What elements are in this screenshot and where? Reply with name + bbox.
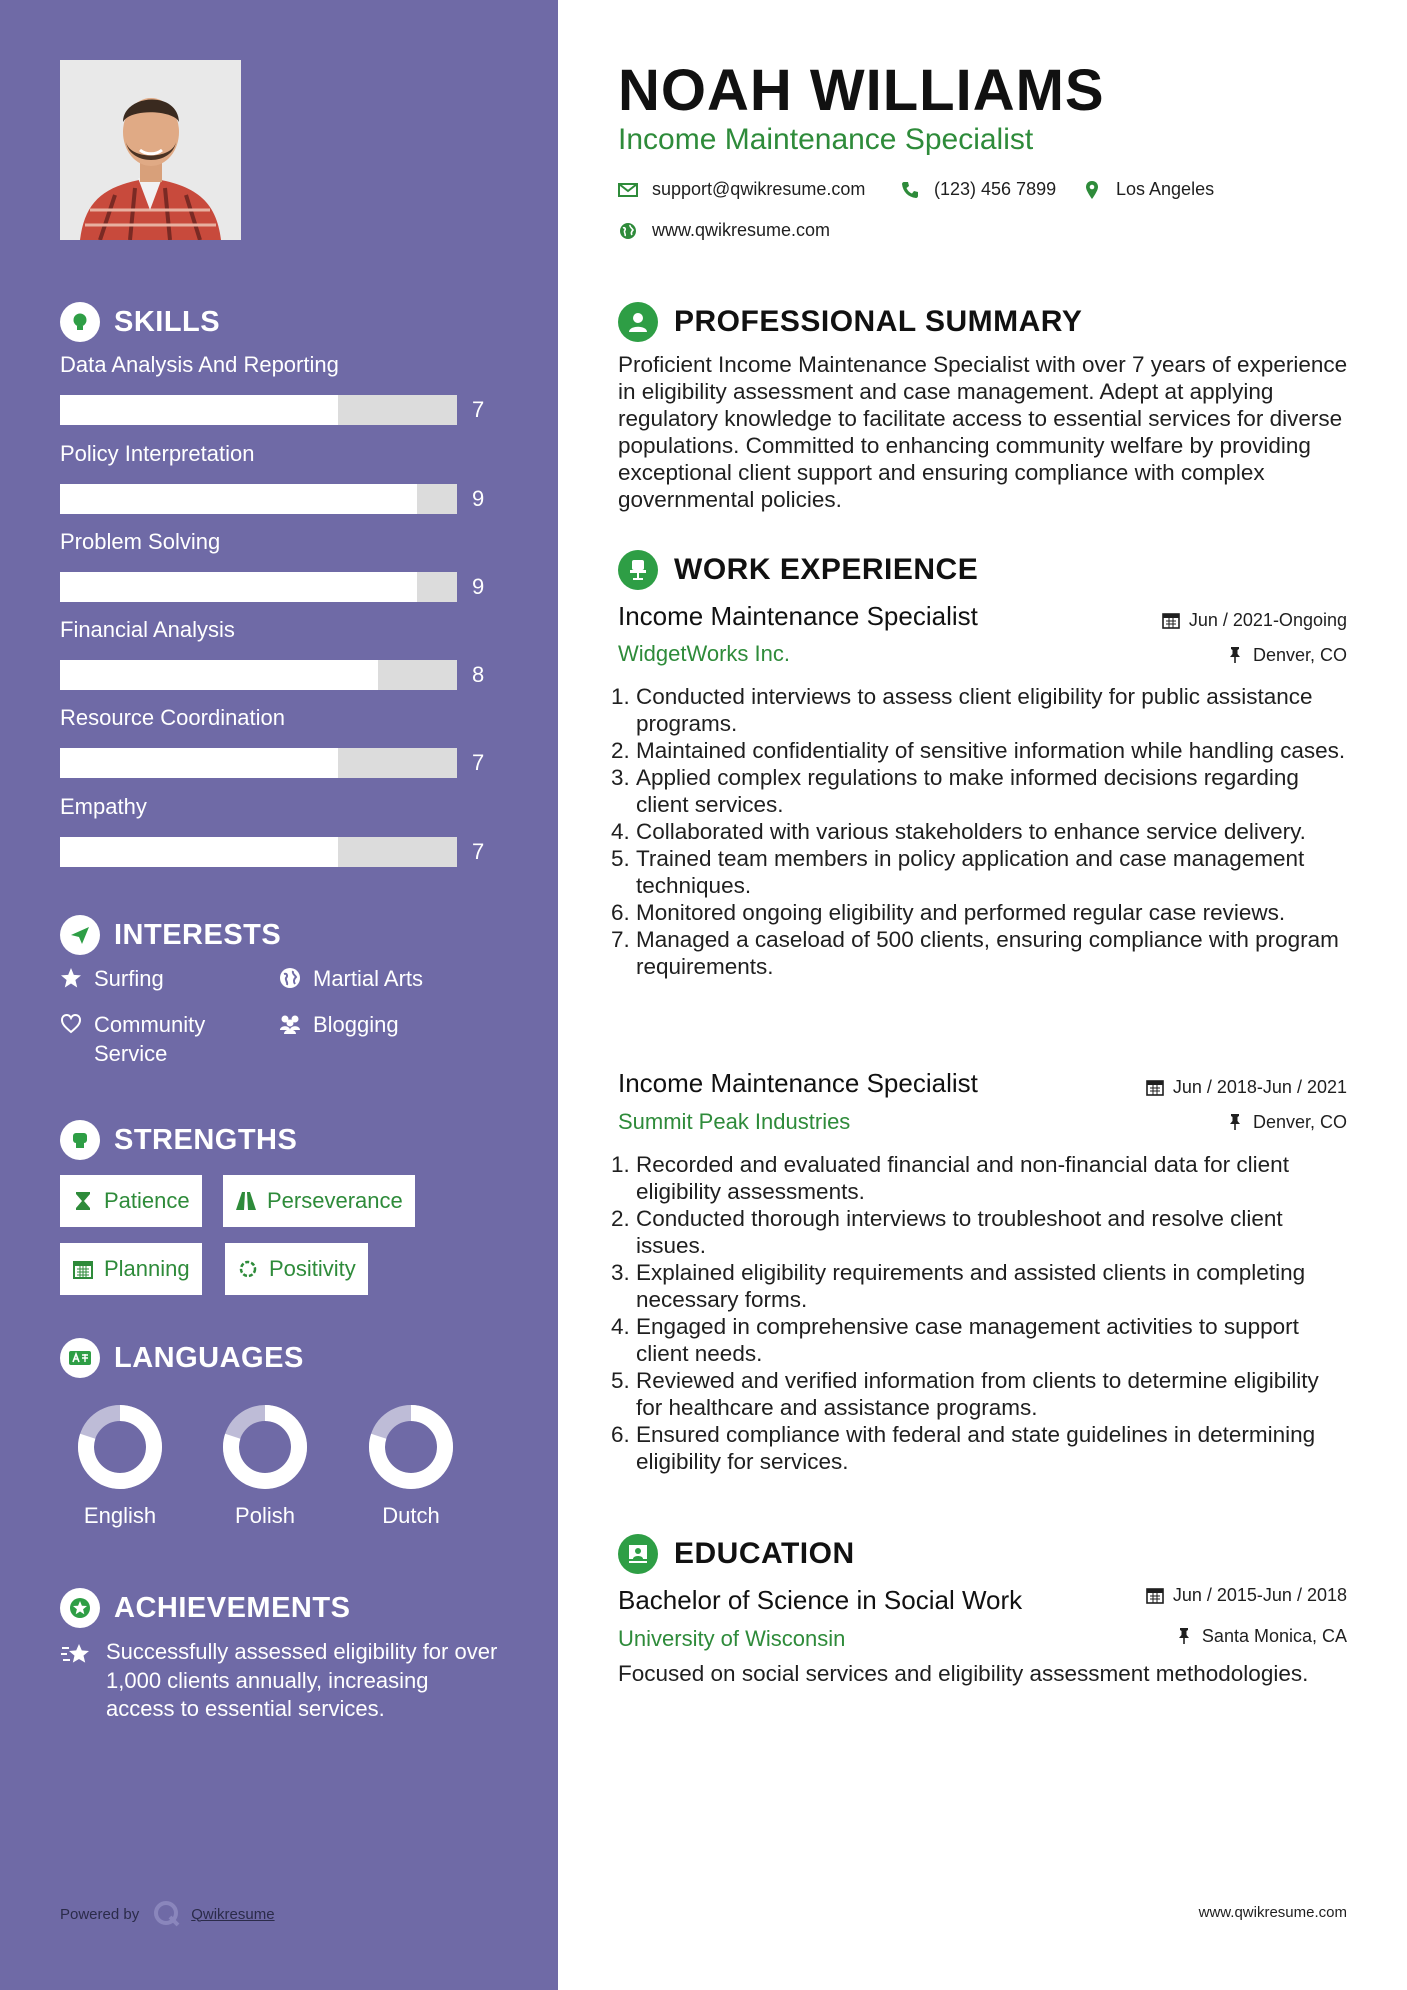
interest-item [279,964,423,993]
skill-item [60,527,500,599]
globe-icon [618,221,638,241]
translate-icon [60,1338,100,1378]
candidate-name: NOAH WILLIAMS [618,58,1105,123]
job-dates [1162,608,1347,632]
experience-heading [618,548,978,592]
skill-score: 7 [472,839,485,864]
skill-bar [60,837,457,867]
bullet-text: Explained eligibility requirements and assisted clients in completing necessary forms. [636,1260,1306,1312]
powered-by [60,1900,275,1928]
strength-badge [225,1243,368,1295]
skill-bar-fill [60,837,338,867]
skill-name: Financial Analysis [60,617,235,642]
pushpin-icon [1226,1113,1244,1131]
job-location [1226,643,1347,667]
envelope-icon [618,180,638,200]
list-item: 2. Maintained confidentiality of sensitive information while handling cases. [611,738,1346,763]
skill-bar [60,660,457,690]
language-ring [76,1403,164,1491]
bullet-text: Applied complex regulations to make informed decisions regarding client services. [636,765,1299,817]
phone-text: (123) 456 7899 [934,179,1057,199]
job-location [1226,1110,1347,1134]
bullet-text: Ensured compliance with federal and state guidelines in determining eligibility for services. [636,1422,1316,1474]
office-chair-icon [618,550,658,590]
pushpin-icon [1226,646,1244,664]
skills-heading [60,300,220,344]
qwikresume-logo-icon [153,1900,181,1928]
strength-badge [60,1243,202,1295]
interests-title: INTERESTS [114,918,282,951]
lightbulb-icon [60,302,100,342]
interest-label: Martial Arts [313,966,424,991]
bullet-text: Managed a caseload of 500 clients, ensuring compliance with program requirements. [636,927,1339,979]
people-icon [279,1013,301,1035]
strength-badge [60,1175,202,1227]
strength-badge [223,1175,415,1227]
skill-name: Problem Solving [60,529,221,554]
skill-name: Policy Interpretation [60,441,255,466]
summary-title: PROFESSIONAL SUMMARY [674,305,1083,338]
language-ring [367,1403,455,1491]
bullet-text: Recorded and evaluated financial and non-financial data for client eligibility assessments. [636,1152,1289,1204]
summary-text: Proficient Income Maintenance Specialist with over 7 years of experience in eligibility assessment and case management. Adept at applying regulatory knowledge to facilitate access to essential services for diverse populations. Committed to enhancing community welfare by providing exceptional client support and ensuring compliance with complex governmental policies. [618,352,1348,512]
paper-plane-icon [60,915,100,955]
interests-heading [60,913,281,957]
job-dates [1146,1075,1347,1099]
calendar-icon [1146,1078,1164,1096]
calendar-icon [72,1258,94,1280]
skill-name: Resource Coordination [60,705,286,730]
stars-icon [60,1640,92,1668]
website-text: www.qwikresume.com [652,220,831,240]
list-item: 3. Explained eligibility requirements and assisted clients in completing necessary forms. [611,1259,1351,1313]
candidate-role: Income Maintenance Specialist [618,123,1034,156]
sun-icon [237,1258,259,1280]
education-title: EDUCATION [674,1537,855,1570]
skill-name: Empathy [60,794,147,819]
bullet-text: Engaged in comprehensive case management activities to support client needs. [636,1314,1299,1366]
contact-location [1082,179,1214,200]
education-heading [618,1532,855,1576]
skill-score: 9 [472,574,485,599]
job-title: Income Maintenance Specialist [618,1068,978,1098]
phone-icon [900,180,920,200]
education-description: Focused on social services and eligibility assessment methodologies. [618,1661,1309,1686]
map-pin-icon [1082,180,1102,200]
star-badge-icon [60,1588,100,1628]
globe-icon [279,967,301,989]
graduate-icon [618,1534,658,1574]
skill-item [60,615,500,687]
powered-by-label: Powered by [60,1905,140,1923]
email-text: support@qwikresume.com [652,179,866,199]
interest-item [60,1010,250,1068]
strengths-heading [60,1118,297,1162]
achievement-text: Successfully assessed eligibility for over 1,000 clients annually, increasing access to essential services. [106,1639,498,1721]
list-item: 4. Collaborated with various stakeholders to enhance service delivery. [611,819,1306,844]
job-location-text: Denver, CO [1252,1112,1347,1132]
skill-bar-fill [60,484,417,514]
education-location-text: Santa Monica, CA [1201,1626,1347,1646]
strength-label: Patience [104,1188,190,1213]
bullet-text: Conducted thorough interviews to troubleshoot and resolve client issues. [636,1206,1283,1258]
list-item: 6. Ensured compliance with federal and state guidelines in determining eligibility for services. [611,1421,1351,1475]
strength-label: Perseverance [267,1188,403,1213]
bullet-text: Trained team members in policy application and case management techniques. [636,846,1305,898]
bullet-text: Reviewed and verified information from clients to determine eligibility for healthcare and assistance programs. [636,1368,1319,1420]
interest-label: Community Service [94,1012,206,1066]
languages-title: LANGUAGES [114,1341,304,1374]
contact-phone[interactable] [900,179,1056,200]
bullet-text: Conducted interviews to assess client eligibility for public assistance programs. [636,684,1313,736]
education-dates-text: Jun / 2015-Jun / 2018 [1172,1585,1347,1605]
list-item: 5. Trained team members in policy application and case management techniques. [611,845,1351,899]
education-location [1175,1624,1347,1648]
user-icon [618,302,658,342]
job-dates-text: Jun / 2021-Ongoing [1188,610,1347,630]
job-bullets [611,683,1351,980]
bullet-text: Collaborated with various stakeholders to enhance service delivery. [636,819,1306,844]
bullet-text: Maintained confidentiality of sensitive information while handling cases. [636,738,1346,763]
fist-icon [60,1120,100,1160]
strength-label: Planning [104,1256,190,1281]
achievements-heading [60,1586,350,1630]
skill-bar [60,484,457,514]
job-dates-text: Jun / 2018-Jun / 2021 [1172,1077,1347,1097]
language-ring [221,1403,309,1491]
list-item: 4. Engaged in comprehensive case management activities to support client needs. [611,1313,1351,1367]
skill-bar [60,748,457,778]
list-item: 5. Reviewed and verified information from clients to determine eligibility for healthcare and assistance programs. [611,1367,1351,1421]
profile-photo [60,60,241,240]
skill-item [60,350,500,422]
experience-title: WORK EXPERIENCE [674,553,979,586]
interest-label: Surfing [94,966,164,991]
language-name: Polish [235,1503,295,1528]
language-name: Dutch [382,1503,440,1528]
calendar-icon [1162,611,1180,629]
sidebar [0,0,558,1990]
hourglass-icon [72,1190,94,1212]
interest-item [60,964,164,993]
skill-item [60,439,500,511]
language-item [205,1403,325,1529]
school-name: University of Wisconsin [618,1626,846,1651]
job-location-text: Denver, CO [1252,645,1347,665]
degree-title: Bachelor of Science in Social Work [618,1585,1023,1615]
languages-heading [60,1336,304,1380]
job-bullets [611,1151,1351,1475]
language-name: English [83,1503,157,1528]
list-item: 1. Conducted interviews to assess client eligibility for public assistance programs. [611,683,1351,737]
list-item: 3. Applied complex regulations to make informed decisions regarding client services. [611,764,1351,818]
interest-item [279,1010,399,1039]
bullet-text: Monitored ongoing eligibility and performed regular case reviews. [636,900,1286,925]
education-dates [1146,1583,1347,1607]
list-item: 2. Conducted thorough interviews to troubleshoot and resolve client issues. [611,1205,1351,1259]
footer-url[interactable]: www.qwikresume.com [1198,1904,1347,1921]
skill-bar-fill [60,395,338,425]
skill-bar [60,572,457,602]
pushpin-icon [1175,1627,1193,1645]
summary-heading [618,300,1082,344]
skill-score: 7 [472,750,485,775]
contact-website[interactable] [618,220,830,241]
job-title: Income Maintenance Specialist [618,601,978,631]
language-item [351,1403,471,1529]
road-icon [235,1190,257,1212]
achievements-title: ACHIEVEMENTS [114,1591,351,1624]
list-item: 7. Managed a caseload of 500 clients, ensuring compliance with program requirements. [611,926,1351,980]
job-company: WidgetWorks Inc. [618,641,790,666]
skill-score: 8 [472,662,485,687]
star-icon [60,967,82,989]
skill-bar-fill [60,660,378,690]
skill-item [60,792,500,864]
skill-bar-fill [60,572,417,602]
skill-bar-fill [60,748,338,778]
skill-bar [60,395,457,425]
achievement-item [60,1638,500,1724]
skill-score: 9 [472,486,485,511]
heart-icon [60,1013,82,1035]
strength-label: Positivity [269,1256,356,1281]
language-item [60,1403,180,1529]
skill-score: 7 [472,397,485,422]
job-company: Summit Peak Industries [618,1109,851,1134]
skill-item [60,703,500,775]
location-text: Los Angeles [1116,179,1215,199]
list-item: 6. Monitored ongoing eligibility and performed regular case reviews. [611,900,1286,925]
contact-email[interactable] [618,179,865,200]
strengths-title: STRENGTHS [114,1123,298,1156]
interest-label: Blogging [313,1012,399,1037]
skill-name: Data Analysis And Reporting [60,352,339,377]
skills-title: SKILLS [114,305,221,338]
calendar-icon [1146,1586,1164,1604]
list-item: 1. Recorded and evaluated financial and non-financial data for client eligibility assessments. [611,1151,1351,1205]
qwikresume-link[interactable]: Qwikresume [191,1905,275,1923]
